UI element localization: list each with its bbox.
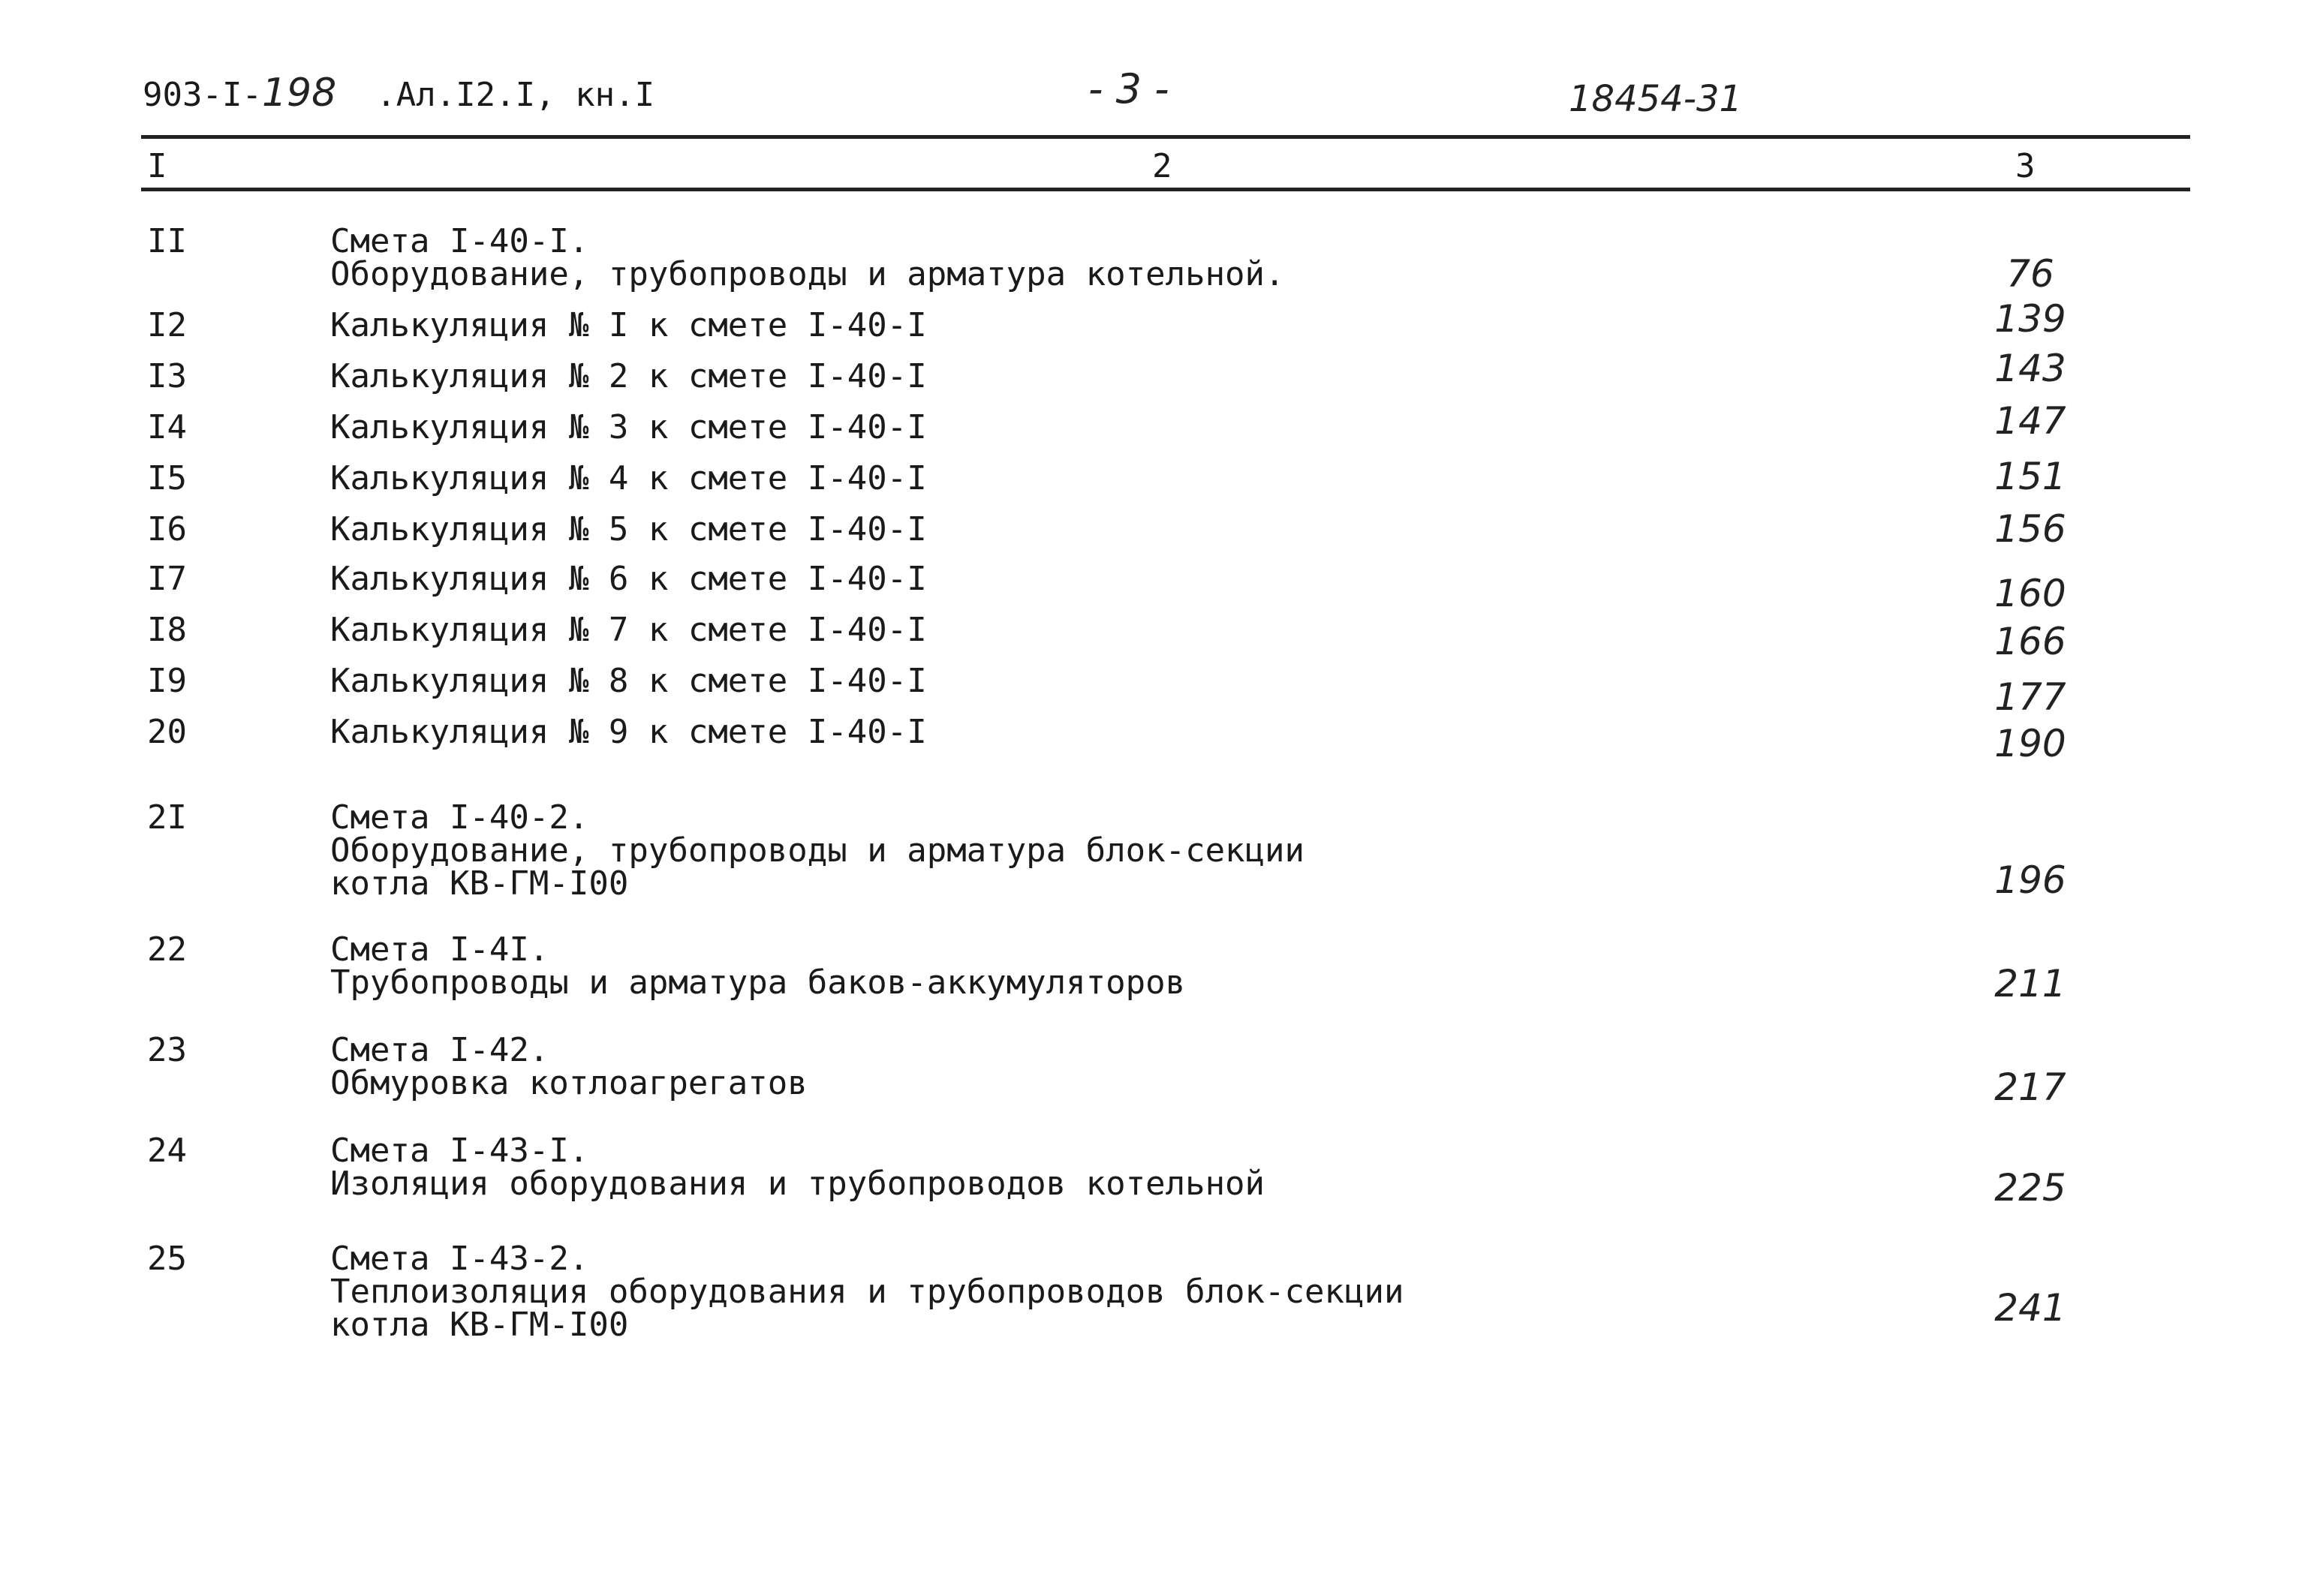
page-reference: 156 bbox=[1994, 507, 2066, 551]
item-title bbox=[330, 1031, 808, 1102]
page-reference: 211 bbox=[1994, 962, 2066, 1005]
item-title-line: Смета I-4I. bbox=[330, 930, 549, 969]
item-title-line: Смета I-40-2. bbox=[330, 798, 589, 837]
item-title bbox=[330, 798, 1305, 903]
archive-number: 18454-31 bbox=[1569, 78, 1743, 120]
page-reference: 241 bbox=[1994, 1286, 2066, 1330]
page-reference: 225 bbox=[1994, 1166, 2066, 1210]
item-number: I4 bbox=[147, 408, 187, 446]
item-title-line: Калькуляция № I к смете I-40-I bbox=[330, 306, 927, 344]
page-reference: 143 bbox=[1994, 347, 2066, 390]
item-number: 2I bbox=[147, 798, 187, 837]
item-number: I3 bbox=[147, 357, 187, 395]
item-number: II bbox=[147, 222, 187, 260]
item-title-line: Оборудование, трубопроводы и арматура котельной. bbox=[330, 255, 1285, 293]
item-number: 24 bbox=[147, 1132, 187, 1170]
item-title-line: Изоляция оборудования и трубопроводов котельной bbox=[330, 1165, 1265, 1203]
item-number: 25 bbox=[147, 1240, 187, 1278]
page-reference: 190 bbox=[1994, 722, 2066, 765]
item-title-line: Оборудование, трубопроводы и арматура блок-секции bbox=[330, 831, 1305, 870]
page-reference: 151 bbox=[1994, 455, 2066, 498]
item-title-line: котла КВ-ГМ-I00 bbox=[330, 864, 629, 903]
item-title-line: Калькуляция № 7 к смете I-40-I bbox=[330, 611, 927, 649]
doc-code-printed: 903-I- bbox=[143, 76, 262, 114]
item-title-line: Трубопроводы и арматура баков-аккумуляторов bbox=[330, 963, 1186, 1002]
item-number: I8 bbox=[147, 611, 187, 649]
item-title-line: Смета I-43-I. bbox=[330, 1132, 589, 1170]
item-title-line: Калькуляция № 9 к смете I-40-I bbox=[330, 713, 927, 751]
item-title bbox=[330, 306, 927, 344]
item-title-line: Калькуляция № 2 к смете I-40-I bbox=[330, 357, 927, 395]
item-title bbox=[330, 408, 927, 446]
item-title bbox=[330, 713, 927, 751]
item-number: I9 bbox=[147, 662, 187, 700]
page-number: - 3 - bbox=[1088, 65, 1169, 113]
item-number: I2 bbox=[147, 306, 187, 344]
page-reference: 160 bbox=[1994, 572, 2066, 615]
item-title-line: Смета I-42. bbox=[330, 1031, 549, 1069]
item-title-line: Калькуляция № 4 к смете I-40-I bbox=[330, 459, 927, 497]
page-reference: 196 bbox=[1994, 858, 2066, 902]
item-title bbox=[330, 510, 927, 549]
item-title bbox=[330, 357, 927, 395]
item-title-line: Смета I-43-2. bbox=[330, 1240, 589, 1278]
item-title-line: Калькуляция № 3 к смете I-40-I bbox=[330, 408, 927, 446]
item-number: I6 bbox=[147, 510, 187, 549]
doc-code-handwritten: 198 bbox=[261, 71, 337, 116]
column-number-1: I bbox=[147, 147, 167, 185]
item-title bbox=[330, 662, 927, 700]
column-number-2: 2 bbox=[1152, 147, 1172, 185]
item-title bbox=[330, 1132, 1265, 1203]
page-reference: 76 bbox=[2006, 252, 2054, 296]
item-title bbox=[330, 459, 927, 497]
page-reference: 166 bbox=[1994, 620, 2066, 663]
document-code bbox=[143, 71, 655, 116]
item-number: 20 bbox=[147, 713, 187, 751]
item-number: 22 bbox=[147, 930, 187, 969]
item-title-line: котла КВ-ГМ-I00 bbox=[330, 1306, 629, 1344]
album-reference: .Ал.I2.I, кн.I bbox=[376, 76, 655, 114]
page-reference: 217 bbox=[1994, 1066, 2066, 1109]
page-reference: 147 bbox=[1994, 399, 2066, 443]
item-title-line: Смета I-40-I. bbox=[330, 222, 589, 260]
item-title bbox=[330, 560, 927, 598]
item-title-line: Калькуляция № 6 к смете I-40-I bbox=[330, 560, 927, 598]
item-number: I7 bbox=[147, 560, 187, 598]
item-title bbox=[330, 1240, 1404, 1344]
item-title bbox=[330, 611, 927, 649]
column-number-3: 3 bbox=[2015, 147, 2036, 185]
item-number: 23 bbox=[147, 1031, 187, 1069]
item-title-line: Калькуляция № 8 к смете I-40-I bbox=[330, 662, 927, 700]
item-title-line: Теплоизоляция оборудования и трубопроводов блок-секции bbox=[330, 1273, 1404, 1311]
item-title bbox=[330, 930, 1186, 1002]
top-rule bbox=[141, 135, 2190, 139]
item-number: I5 bbox=[147, 459, 187, 497]
page-reference: 139 bbox=[1994, 297, 2066, 341]
page-reference: 177 bbox=[1994, 675, 2066, 719]
item-title-line: Калькуляция № 5 к смете I-40-I bbox=[330, 510, 927, 549]
item-title bbox=[330, 222, 1285, 293]
column-header-rule bbox=[141, 188, 2190, 191]
item-title-line: Обмуровка котлоагрегатов bbox=[330, 1064, 808, 1102]
